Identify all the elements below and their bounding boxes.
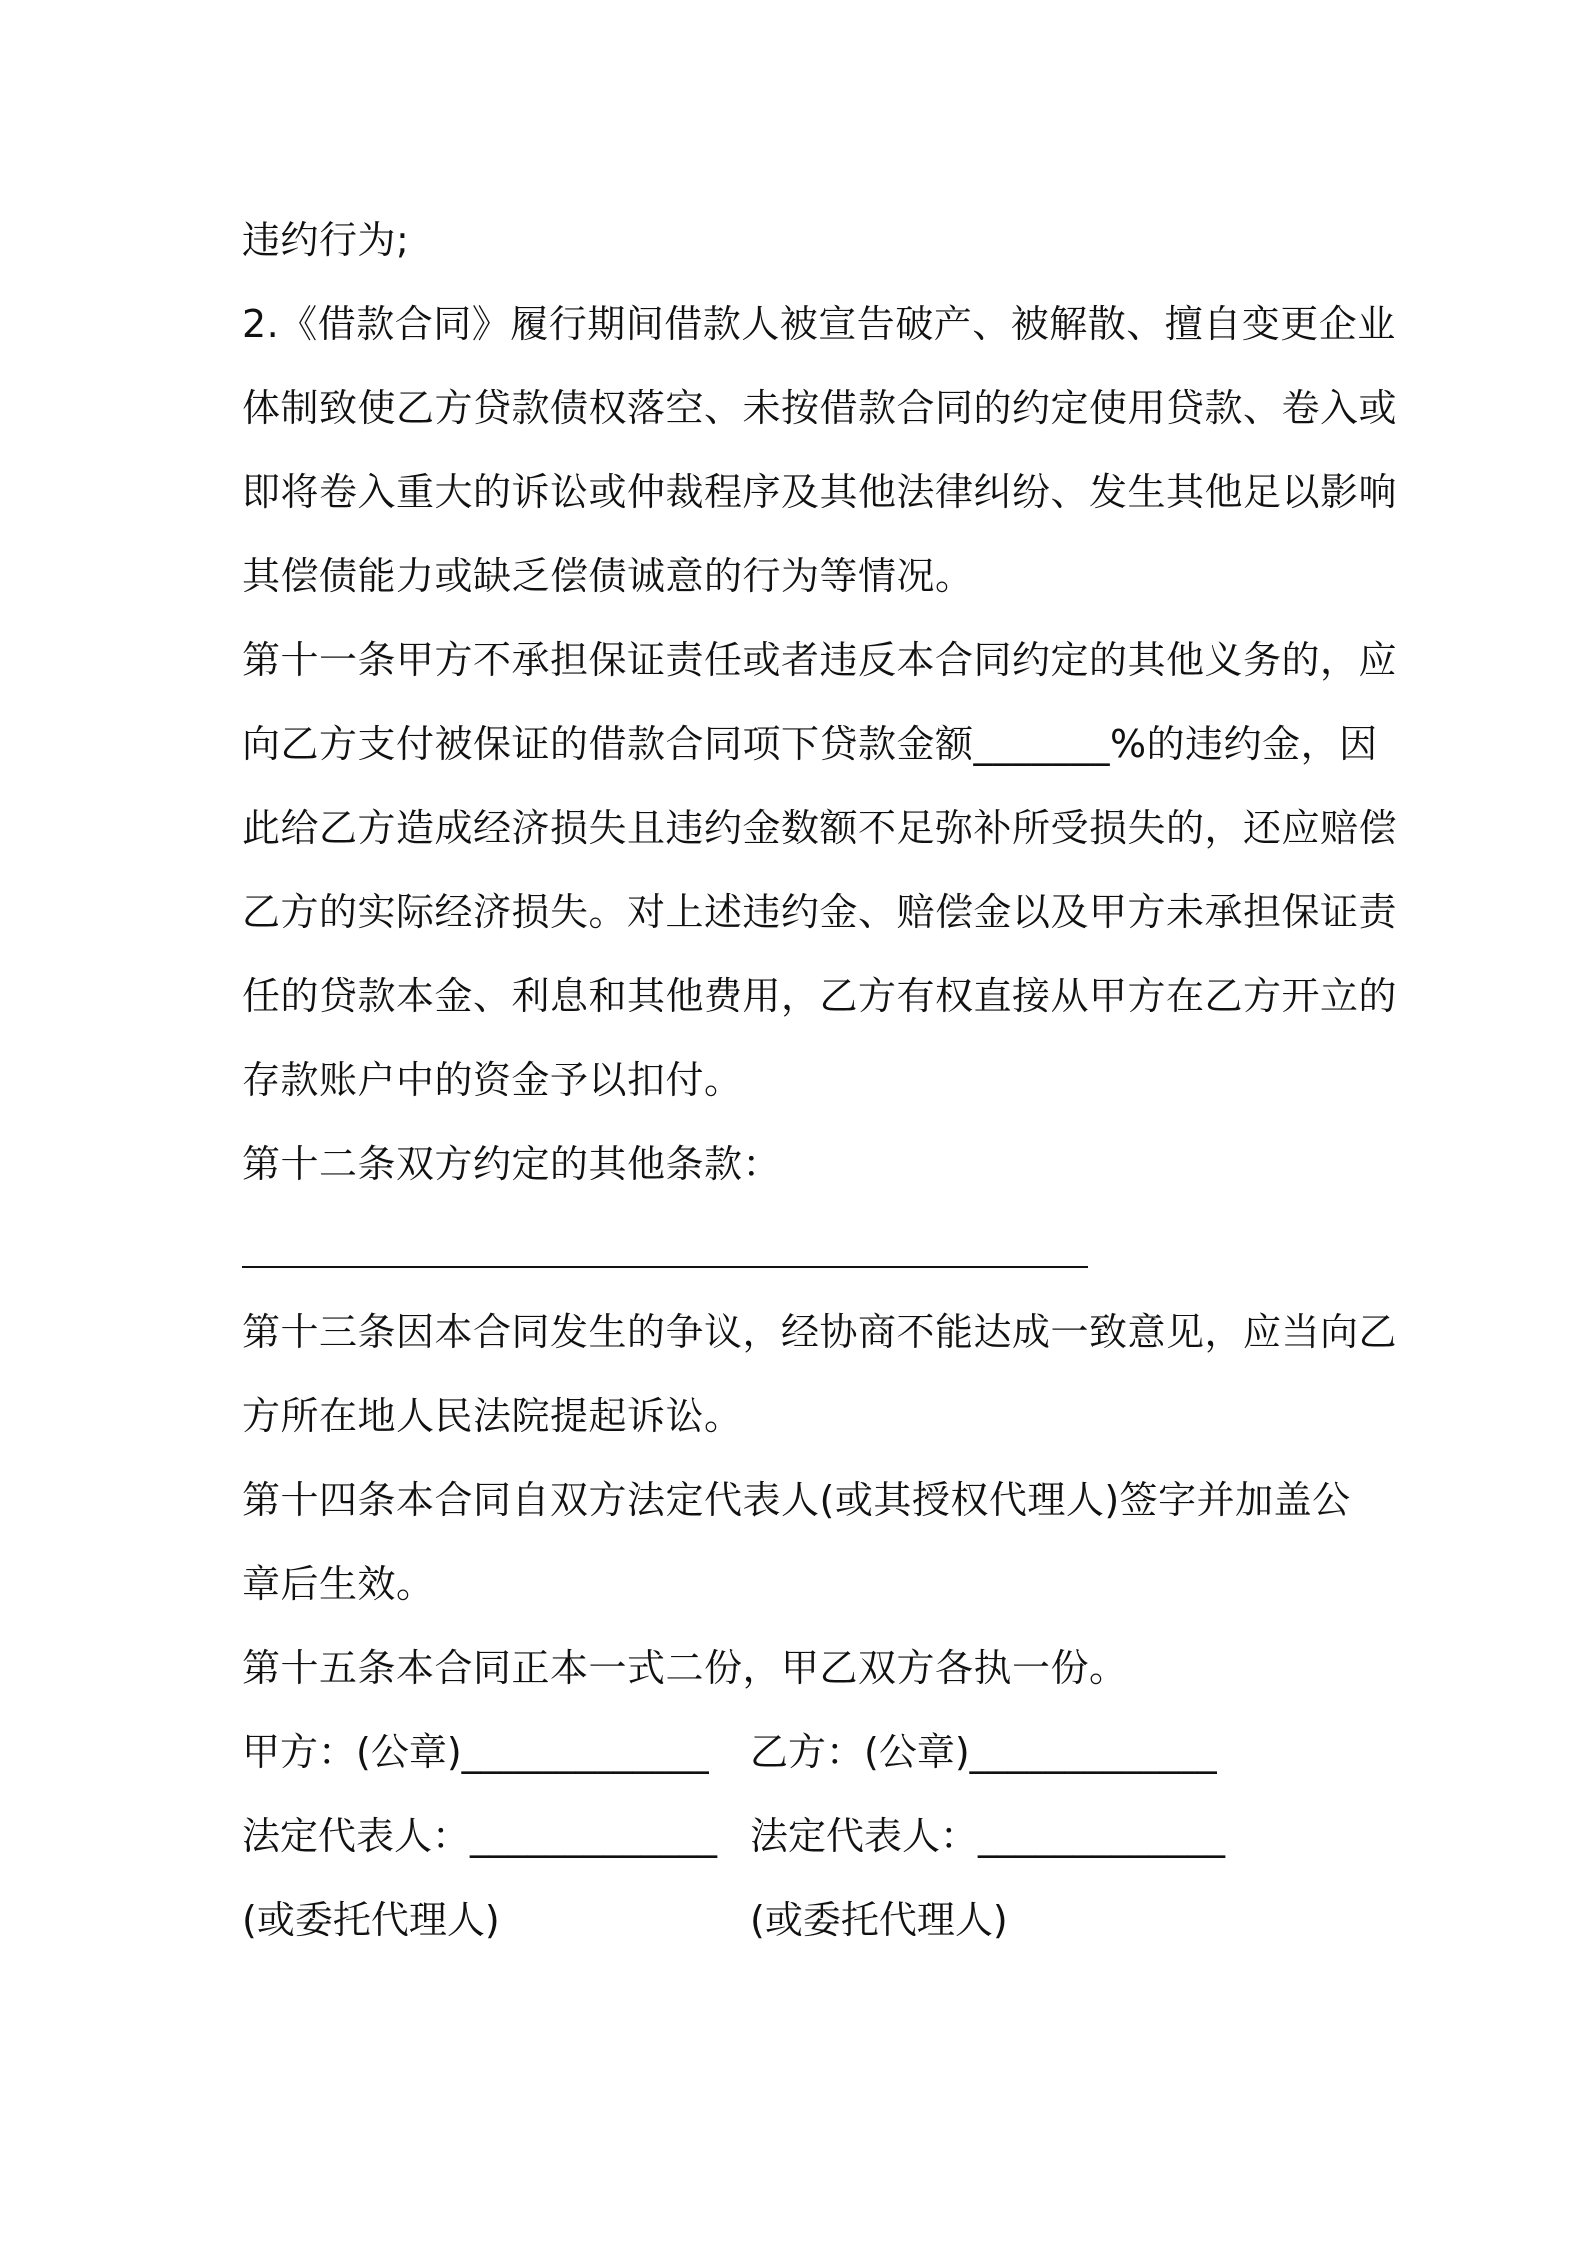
article-15-line: 第十五条本合同正本一式二份，甲乙双方各执一份。 bbox=[242, 1646, 1128, 1690]
party-b-representative: 法定代表人：_____________ bbox=[750, 1814, 1226, 1858]
signature-row-seal bbox=[242, 1710, 1362, 1794]
party-a-seal: 甲方：(公章)_____________ bbox=[242, 1730, 709, 1774]
article-13-line: 第十三条因本合同发生的争议，经协商不能达成一致意见，应当向乙 bbox=[242, 1310, 1398, 1354]
signature-row-agent bbox=[242, 1878, 1362, 1962]
article-13-line: 方所在地人民法院提起诉讼。 bbox=[242, 1394, 743, 1438]
article-11-line: 向乙方支付被保证的借款合同项下贷款金额_______%的违约金，因 bbox=[242, 722, 1378, 766]
article-14-line: 第十四条本合同自双方法定代表人(或其授权代理人)签字并加盖公 bbox=[242, 1478, 1351, 1522]
article-11-line: 乙方的实际经济损失。对上述违约金、赔偿金以及甲方未承担保证责 bbox=[242, 890, 1398, 934]
party-a-agent: (或委托代理人) bbox=[242, 1898, 500, 1942]
text-line: 违约行为; bbox=[242, 218, 410, 262]
article-11-line: 此给乙方造成经济损失且违约金数额不足弥补所受损失的，还应赔偿 bbox=[242, 806, 1398, 850]
article-11-line: 存款账户中的资金予以扣付。 bbox=[242, 1058, 743, 1102]
party-b-seal: 乙方：(公章)_____________ bbox=[750, 1730, 1217, 1774]
article-12-line: 第十二条双方约定的其他条款： bbox=[242, 1142, 782, 1186]
article-14-line: 章后生效。 bbox=[242, 1562, 435, 1606]
fill-in-blank-rule bbox=[242, 1206, 1362, 1290]
clause-line: 2.《借款合同》履行期间借款人被宣告破产、被解散、擅自变更企业 bbox=[242, 302, 1396, 346]
contract-page bbox=[242, 198, 1398, 1962]
underline-divider bbox=[242, 1266, 1088, 1268]
signature-row-representative bbox=[242, 1794, 1362, 1878]
article-11-line: 任的贷款本金、利息和其他费用，乙方有权直接从甲方在乙方开立的 bbox=[242, 974, 1398, 1018]
clause-line: 体制致使乙方贷款债权落空、未按借款合同的约定使用贷款、卷入或 bbox=[242, 386, 1398, 430]
article-11-line: 第十一条甲方不承担保证责任或者违反本合同约定的其他义务的，应 bbox=[242, 638, 1398, 682]
clause-line: 其偿债能力或缺乏偿债诚意的行为等情况。 bbox=[242, 554, 974, 598]
party-b-agent: (或委托代理人) bbox=[750, 1898, 1008, 1942]
clause-line: 即将卷入重大的诉讼或仲裁程序及其他法律纠纷、发生其他足以影响 bbox=[242, 470, 1398, 514]
party-a-representative: 法定代表人：_____________ bbox=[242, 1814, 718, 1858]
